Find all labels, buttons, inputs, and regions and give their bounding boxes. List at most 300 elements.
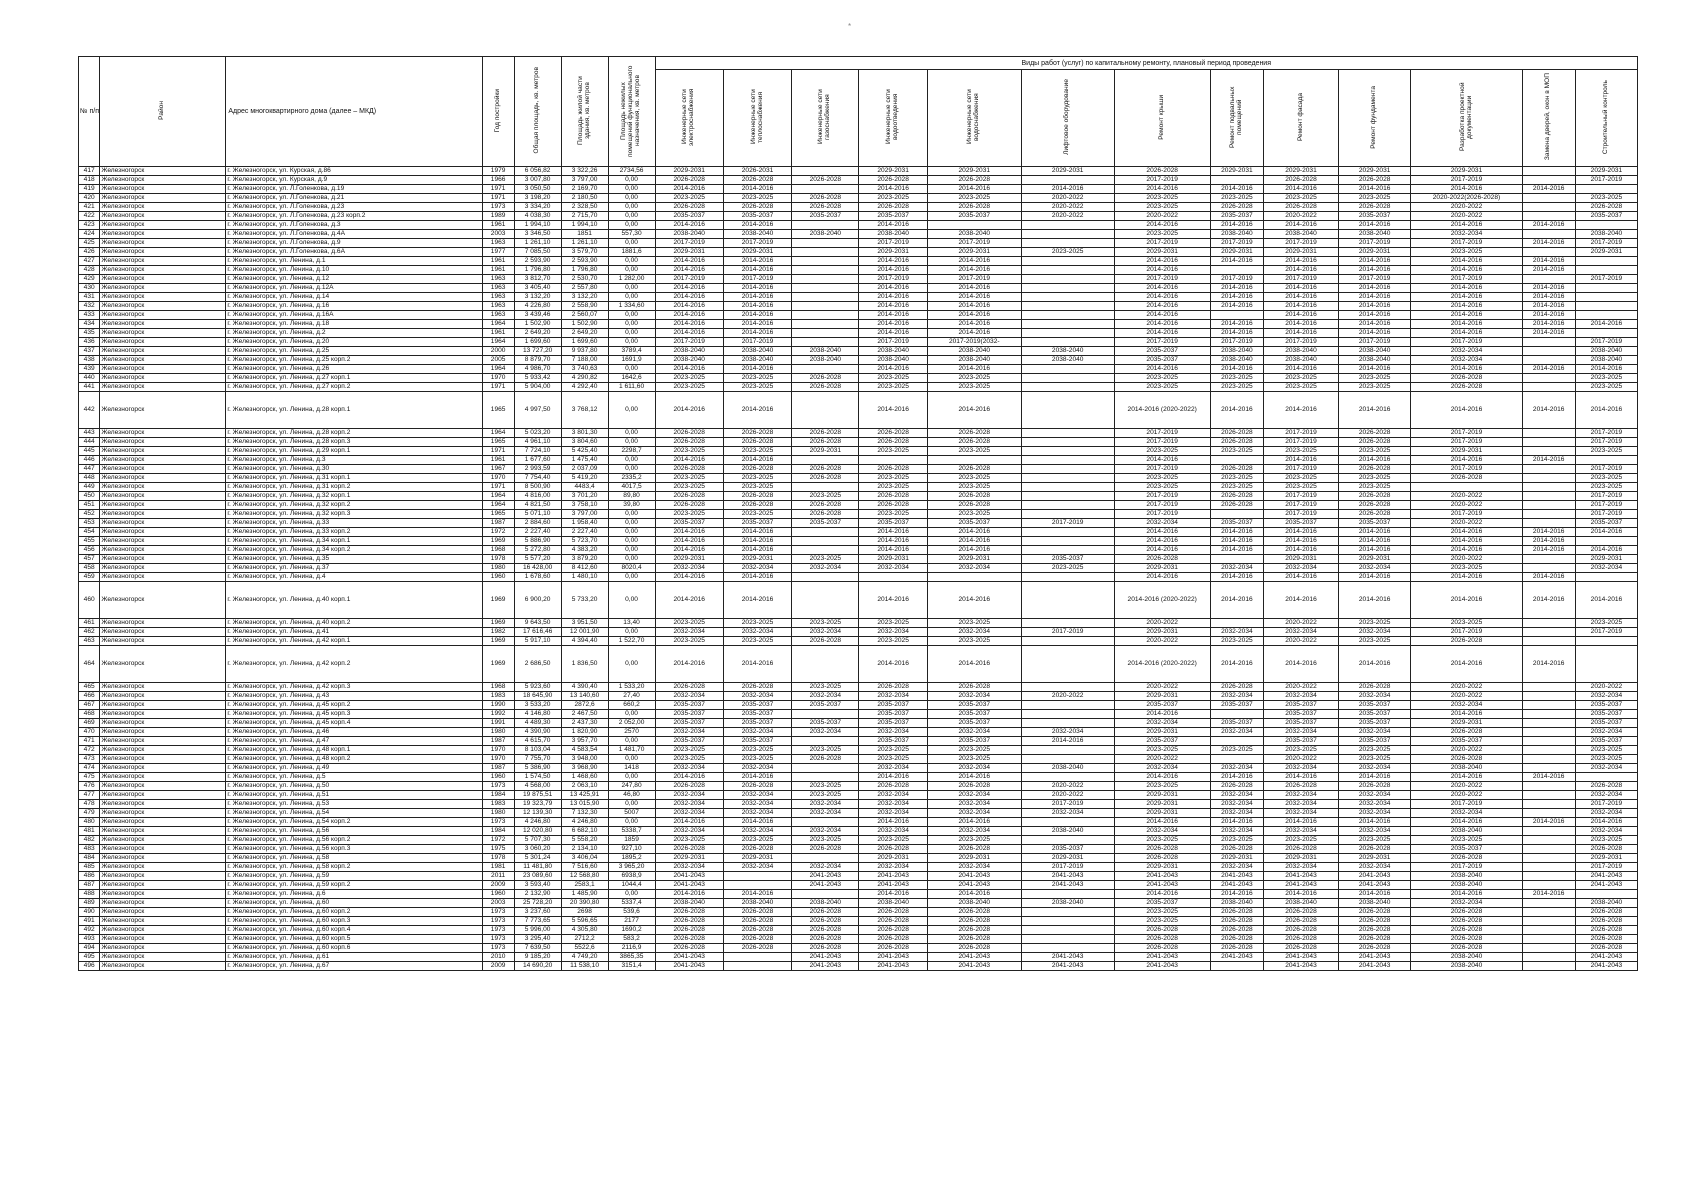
- cell-area-nonliving: 2298,7: [608, 447, 655, 456]
- cell-area-nonliving: 927,10: [608, 845, 655, 854]
- cell-work-period: [1021, 510, 1114, 519]
- cell-work-period: 2023-2025: [927, 637, 1021, 646]
- cell-work-period: 2035-2037: [1210, 719, 1263, 728]
- cell-work-period: 2014-2016: [1575, 392, 1637, 429]
- cell-year: 1971: [482, 194, 514, 203]
- cell-year: 1960: [482, 890, 514, 899]
- cell-area-nonliving: 46,80: [608, 791, 655, 800]
- table-row: [79, 438, 1638, 447]
- cell-work-period: [1522, 728, 1575, 737]
- cell-work-period: 2014-2016: [1114, 329, 1210, 338]
- cell-area-total: 3 198,20: [514, 194, 561, 203]
- cell-work-period: [1021, 456, 1114, 465]
- cell-num: 478: [79, 800, 100, 809]
- cell-work-period: 2014-2016: [1210, 573, 1263, 582]
- cell-work-period: [1522, 275, 1575, 284]
- cell-address: г. Железногорск, ул. Ленина, д.60 корп.3: [226, 917, 482, 926]
- cell-area-living: 2 557,80: [561, 284, 608, 293]
- cell-address: г. Железногорск, ул. Ленина, д.10: [226, 266, 482, 275]
- cell-area-total: 25 728,20: [514, 899, 561, 908]
- cell-area-living: 2 530,70: [561, 275, 608, 284]
- cell-year: 1978: [482, 555, 514, 564]
- cell-work-period: 2023-2025: [859, 483, 927, 492]
- cell-work-period: 2017-2019: [1114, 176, 1210, 185]
- cell-work-period: 2026-2028: [927, 683, 1021, 692]
- cell-work-period: 2014-2016: [1264, 818, 1339, 827]
- cell-address: г. Железногорск, ул. Л.Голенкова, д.4А: [226, 230, 482, 239]
- cell-work-period: 2017-2019: [1021, 519, 1114, 528]
- cell-work-period: 2017-2019: [859, 239, 927, 248]
- table-row: [79, 194, 1638, 203]
- cell-work-period: 2029-2031: [1575, 555, 1637, 564]
- cell-work-period: 2032-2034: [1114, 519, 1210, 528]
- cell-work-period: 2017-2019: [1114, 438, 1210, 447]
- table-row: [79, 637, 1638, 646]
- cell-work-period: 2029-2031: [792, 447, 859, 456]
- cell-rayon: Железногорск: [100, 845, 226, 854]
- cell-area-living: 1 994,10: [561, 221, 608, 230]
- cell-area-living: 2872,6: [561, 701, 608, 710]
- cell-address: г. Железногорск, ул. Ленина, д.20: [226, 338, 482, 347]
- cell-work-period: 2026-2028: [927, 429, 1021, 438]
- cell-work-period: 2023-2025: [859, 637, 927, 646]
- cell-work-period: 2035-2037: [1021, 845, 1114, 854]
- cell-work-period: 2032-2034: [1210, 863, 1263, 872]
- cell-num: 420: [79, 194, 100, 203]
- cell-work-period: [1522, 719, 1575, 728]
- cell-area-living: 4 290,82: [561, 374, 608, 383]
- cell-area-nonliving: 0,00: [608, 221, 655, 230]
- cell-area-nonliving: 660,2: [608, 701, 655, 710]
- cell-area-total: 3 334,20: [514, 203, 561, 212]
- cell-work-period: 2038-2040: [859, 230, 927, 239]
- cell-work-period: 2014-2016: [655, 582, 723, 619]
- cell-address: г. Железногорск, ул. Ленина, д.28 корп.3: [226, 438, 482, 447]
- cell-work-period: 2029-2031: [1114, 791, 1210, 800]
- cell-rayon: Железногорск: [100, 564, 226, 573]
- table-row: [79, 746, 1638, 755]
- cell-work-period: 2026-2028: [723, 203, 791, 212]
- cell-area-nonliving: 1 522,70: [608, 637, 655, 646]
- cell-work-period: 2014-2016: [1338, 302, 1411, 311]
- cell-year: 1973: [482, 908, 514, 917]
- cell-area-living: 4483,4: [561, 483, 608, 492]
- cell-work-period: 2032-2034: [1264, 564, 1339, 573]
- cell-work-period: 2026-2028: [859, 782, 927, 791]
- cell-address: г. Железногорск, ул. Ленина, д.46: [226, 728, 482, 737]
- cell-area-nonliving: 0,00: [608, 755, 655, 764]
- table-row: [79, 737, 1638, 746]
- cell-rayon: Железногорск: [100, 953, 226, 962]
- cell-work-period: [1522, 356, 1575, 365]
- cell-address: г. Железногорск, ул. Ленина, д.56 корп.2: [226, 836, 482, 845]
- cell-work-period: 2026-2028: [927, 501, 1021, 510]
- cell-num: 419: [79, 185, 100, 194]
- cell-year: 1973: [482, 203, 514, 212]
- cell-work-period: 2014-2016: [859, 582, 927, 619]
- cell-num: 449: [79, 483, 100, 492]
- cell-num: 456: [79, 546, 100, 555]
- cell-work-period: [1021, 392, 1114, 429]
- cell-num: 436: [79, 338, 100, 347]
- cell-work-period: [1522, 755, 1575, 764]
- cell-work-period: 2026-2028: [1264, 782, 1339, 791]
- cell-work-period: 2032-2034: [1411, 356, 1522, 365]
- cell-area-nonliving: 39,80: [608, 501, 655, 510]
- cell-work-period: 2014-2016: [655, 528, 723, 537]
- cell-work-period: 2023-2025: [927, 510, 1021, 519]
- cell-work-period: [1575, 185, 1637, 194]
- cell-work-period: [1522, 962, 1575, 971]
- cell-work-period: 2014-2016: [1210, 185, 1263, 194]
- cell-work-period: 2026-2028: [792, 438, 859, 447]
- cell-area-total: 2 993,59: [514, 465, 561, 474]
- cell-area-nonliving: 0,00: [608, 438, 655, 447]
- cell-work-period: 2026-2028: [792, 944, 859, 953]
- cell-work-period: [1522, 782, 1575, 791]
- cell-address: г. Железногорск, ул. Курская, д.9: [226, 176, 482, 185]
- table-row: [79, 167, 1638, 176]
- cell-num: 435: [79, 329, 100, 338]
- cell-num: 490: [79, 908, 100, 917]
- cell-area-total: 8 500,90: [514, 483, 561, 492]
- cell-rayon: Железногорск: [100, 383, 226, 392]
- cell-work-period: 2035-2037: [859, 737, 927, 746]
- cell-work-period: 2029-2031: [1411, 447, 1522, 456]
- cell-work-period: 2014-2016: [655, 257, 723, 266]
- cell-work-period: 2023-2025: [1114, 782, 1210, 791]
- cell-work-period: 2026-2028: [927, 926, 1021, 935]
- cell-num: 473: [79, 755, 100, 764]
- cell-work-period: 2023-2025: [1338, 194, 1411, 203]
- cell-work-period: 2038-2040: [1210, 230, 1263, 239]
- cell-year: 2010: [482, 953, 514, 962]
- cell-rayon: Железногорск: [100, 573, 226, 582]
- cell-work-period: 2026-2028: [792, 917, 859, 926]
- cell-work-period: 2014-2016: [859, 646, 927, 683]
- cell-work-period: 2020-2022: [1411, 555, 1522, 564]
- cell-area-nonliving: 3 965,20: [608, 863, 655, 872]
- cell-work-period: 2029-2031: [1338, 555, 1411, 564]
- cell-work-period: 2032-2034: [927, 628, 1021, 637]
- cell-year: 1964: [482, 338, 514, 347]
- cell-address: г. Железногорск, ул. Л.Голенкова, д.19: [226, 185, 482, 194]
- table-row: [79, 392, 1638, 429]
- cell-area-nonliving: 5007: [608, 809, 655, 818]
- cell-address: г. Железногорск, ул. Л.Голенкова, д.23: [226, 203, 482, 212]
- cell-work-period: 2026-2028: [655, 782, 723, 791]
- cell-work-period: [1021, 447, 1114, 456]
- cell-area-nonliving: 0,00: [608, 737, 655, 746]
- cell-work-period: 2038-2040: [927, 230, 1021, 239]
- cell-work-period: 2038-2040: [655, 347, 723, 356]
- cell-work-period: 2014-2016: [1264, 311, 1339, 320]
- cell-work-period: 2029-2031: [723, 555, 791, 564]
- cell-work-period: 2035-2037: [1210, 212, 1263, 221]
- cell-work-period: 2041-2043: [1114, 872, 1210, 881]
- cell-work-period: 2032-2034: [927, 809, 1021, 818]
- cell-work-period: 2014-2016: [723, 818, 791, 827]
- cell-year: 1973: [482, 944, 514, 953]
- cell-year: 1970: [482, 374, 514, 383]
- table-header: [79, 57, 1638, 167]
- cell-work-period: 2023-2025: [1575, 836, 1637, 845]
- cell-work-period: 2023-2025: [1114, 483, 1210, 492]
- cell-work-period: [792, 818, 859, 827]
- cell-work-period: 2032-2034: [1338, 728, 1411, 737]
- cell-work-period: 2014-2016: [1264, 392, 1339, 429]
- cell-area-living: 7 516,60: [561, 863, 608, 872]
- cell-address: г. Железногорск, ул. Ленина, д.45 корп.3: [226, 710, 482, 719]
- table-row: [79, 257, 1638, 266]
- cell-work-period: [1522, 935, 1575, 944]
- cell-address: г. Железногорск, ул. Ленина, д.42 корп.2: [226, 646, 482, 683]
- cell-work-period: 2032-2034: [655, 809, 723, 818]
- cell-area-nonliving: 557,30: [608, 230, 655, 239]
- cell-work-period: [1210, 311, 1263, 320]
- cell-work-period: 2020-2022: [1021, 782, 1114, 791]
- cell-work-period: 2026-2028: [655, 492, 723, 501]
- cell-work-period: 2014-2016: [1264, 573, 1339, 582]
- cell-area-living: 3 801,30: [561, 429, 608, 438]
- cell-work-period: 2023-2025: [723, 755, 791, 764]
- cell-work-period: 2023-2025: [1338, 374, 1411, 383]
- table-row: [79, 383, 1638, 392]
- cell-work-period: 2023-2025: [859, 194, 927, 203]
- cell-work-period: [792, 338, 859, 347]
- cell-area-nonliving: 1881,6: [608, 248, 655, 257]
- cell-work-period: 2017-2019: [1114, 338, 1210, 347]
- cell-work-period: 2041-2043: [859, 953, 927, 962]
- cell-work-period: 2014-2016: [859, 528, 927, 537]
- cell-rayon: Железногорск: [100, 429, 226, 438]
- cell-work-period: 2035-2037: [927, 710, 1021, 719]
- cell-work-period: [723, 962, 791, 971]
- cell-work-period: 2041-2043: [655, 962, 723, 971]
- cell-work-period: 2032-2034: [723, 800, 791, 809]
- cell-work-period: 2017-2019: [1264, 501, 1339, 510]
- cell-work-period: 2041-2043: [655, 881, 723, 890]
- cell-area-living: 3 797,00: [561, 176, 608, 185]
- cell-work-period: [927, 221, 1021, 230]
- cell-address: г. Железногорск, ул. Ленина, д.32 корп.2: [226, 501, 482, 510]
- cell-area-living: 2 328,50: [561, 203, 608, 212]
- cell-work-period: 2032-2034: [1338, 800, 1411, 809]
- cell-work-period: 2014-2016: [927, 365, 1021, 374]
- cell-work-period: 2017-2019: [1575, 863, 1637, 872]
- cell-work-period: 2017-2019: [1114, 510, 1210, 519]
- table-row: [79, 320, 1638, 329]
- table-row: [79, 293, 1638, 302]
- table-row: [79, 872, 1638, 881]
- cell-address: г. Железногорск, ул. Ленина, д.12А: [226, 284, 482, 293]
- cell-work-period: 2017-2019: [1114, 239, 1210, 248]
- cell-area-living: 2 715,70: [561, 212, 608, 221]
- cell-work-period: 2014-2016: [859, 392, 927, 429]
- cell-work-period: 2014-2016: [1411, 528, 1522, 537]
- cell-work-period: 2035-2037: [1114, 356, 1210, 365]
- cell-work-period: 2026-2028: [723, 845, 791, 854]
- table-row: [79, 356, 1638, 365]
- table-row: [79, 899, 1638, 908]
- cell-year: 2000: [482, 347, 514, 356]
- cell-work-period: 2026-2028: [1264, 926, 1339, 935]
- cell-work-period: 2038-2040: [792, 230, 859, 239]
- cell-work-period: 2014-2016: [927, 302, 1021, 311]
- cell-work-period: 2035-2037: [1264, 737, 1339, 746]
- cell-work-period: 2029-2031: [1411, 167, 1522, 176]
- cell-work-period: 2023-2025: [1114, 383, 1210, 392]
- cell-num: 438: [79, 356, 100, 365]
- cell-work-period: 2014-2016: [927, 546, 1021, 555]
- cell-work-period: 2020-2022: [1264, 755, 1339, 764]
- cell-year: 1981: [482, 863, 514, 872]
- cell-address: г. Железногорск, ул. Курская, д.86: [226, 167, 482, 176]
- cell-work-period: 2026-2028: [927, 438, 1021, 447]
- cell-work-period: 2026-2028: [859, 935, 927, 944]
- cell-work-period: [1021, 773, 1114, 782]
- cell-work-period: 2026-2028: [792, 465, 859, 474]
- cell-area-living: 8 412,60: [561, 564, 608, 573]
- cell-year: 1965: [482, 392, 514, 429]
- cell-work-period: 2026-2028: [859, 845, 927, 854]
- cell-area-living: 5 558,20: [561, 836, 608, 845]
- cell-year: 1977: [482, 248, 514, 257]
- cell-num: 488: [79, 890, 100, 899]
- cell-work-period: 2014-2016: [1210, 546, 1263, 555]
- table-row: [79, 926, 1638, 935]
- cell-work-period: 2026-2028: [859, 926, 927, 935]
- cell-work-period: 2038-2040: [723, 347, 791, 356]
- cell-work-period: 2020-2022: [1264, 619, 1339, 628]
- cell-work-period: 2014-2016: [1522, 293, 1575, 302]
- cell-work-period: 2032-2034: [859, 827, 927, 836]
- cell-work-period: 2014-2016: [655, 302, 723, 311]
- cell-work-period: 2017-2019: [1411, 628, 1522, 637]
- cell-work-period: 2035-2037: [859, 212, 927, 221]
- cell-area-nonliving: 1 334,60: [608, 302, 655, 311]
- cell-work-period: 2035-2037: [792, 519, 859, 528]
- cell-work-period: 2029-2031: [1114, 863, 1210, 872]
- table-row: [79, 719, 1638, 728]
- cell-area-nonliving: 8020,4: [608, 564, 655, 573]
- cell-work-period: [1021, 537, 1114, 546]
- cell-work-period: [1522, 692, 1575, 701]
- cell-num: 475: [79, 773, 100, 782]
- cell-work-period: 2020-2022: [1264, 683, 1339, 692]
- cell-work-period: 2035-2037: [1264, 719, 1339, 728]
- cell-year: 1969: [482, 619, 514, 628]
- cell-work-period: 2020-2022: [1411, 791, 1522, 800]
- cell-work-period: 2026-2028: [1338, 683, 1411, 692]
- cell-work-period: 2026-2028: [1338, 845, 1411, 854]
- cell-work-period: 2014-2016: [1411, 573, 1522, 582]
- cell-work-period: 2026-2028: [927, 176, 1021, 185]
- cell-num: 433: [79, 311, 100, 320]
- cell-num: 469: [79, 719, 100, 728]
- cell-area-living: 3 579,70: [561, 248, 608, 257]
- cell-work-period: 2023-2025: [723, 619, 791, 628]
- cell-work-period: 2014-2016: [1210, 537, 1263, 546]
- cell-work-period: 2035-2037: [792, 719, 859, 728]
- cell-work-period: 2014-2016: [1338, 890, 1411, 899]
- cell-work-period: 2038-2040: [1021, 827, 1114, 836]
- cell-year: 1969: [482, 646, 514, 683]
- cell-work-period: 2035-2037: [1338, 212, 1411, 221]
- cell-work-period: 2032-2034: [1338, 827, 1411, 836]
- cell-address: г. Железногорск, ул. Ленина, д.59: [226, 872, 482, 881]
- cell-num: 457: [79, 555, 100, 564]
- cell-address: г. Железногорск, ул. Ленина, д.53: [226, 800, 482, 809]
- table-row: [79, 782, 1638, 791]
- cell-work-period: 2023-2025: [1114, 474, 1210, 483]
- cell-work-period: 2035-2037: [1575, 701, 1637, 710]
- cell-work-period: [927, 456, 1021, 465]
- cell-work-period: 2014-2016: [1411, 546, 1522, 555]
- cell-work-period: [1021, 755, 1114, 764]
- cell-work-period: 2017-2019: [1264, 239, 1339, 248]
- cell-work-period: 2032-2034: [1210, 800, 1263, 809]
- cell-work-period: [1575, 302, 1637, 311]
- cell-address: г. Железногорск, ул. Ленина, д.29 корп.1: [226, 447, 482, 456]
- cell-work-period: [1575, 329, 1637, 338]
- cell-work-period: 2026-2028: [655, 465, 723, 474]
- cell-work-period: 2038-2040: [1021, 347, 1114, 356]
- cell-work-period: [792, 456, 859, 465]
- table-row: [79, 537, 1638, 546]
- table-row: [79, 573, 1638, 582]
- cell-rayon: Железногорск: [100, 347, 226, 356]
- cell-work-period: [792, 573, 859, 582]
- cell-work-period: 2026-2028: [723, 944, 791, 953]
- cell-address: г. Железногорск, ул. Л.Голенкова, д.9: [226, 239, 482, 248]
- cell-num: 431: [79, 293, 100, 302]
- cell-work-period: 2014-2016: [1338, 185, 1411, 194]
- table-row: [79, 800, 1638, 809]
- cell-work-period: 2014-2016: [927, 320, 1021, 329]
- cell-area-total: 2 884,60: [514, 519, 561, 528]
- cell-work-period: [1021, 284, 1114, 293]
- cell-address: г. Железногорск, ул. Ленина, д.34 корп.1: [226, 537, 482, 546]
- table-row: [79, 492, 1638, 501]
- cell-work-period: 2035-2037: [1575, 737, 1637, 746]
- cell-address: г. Железногорск, ул. Ленина, д.60: [226, 899, 482, 908]
- cell-year: 1987: [482, 519, 514, 528]
- cell-work-period: 2029-2031: [1264, 854, 1339, 863]
- cell-rayon: Железногорск: [100, 365, 226, 374]
- cell-work-period: 2014-2016 (2020-2022): [1114, 582, 1210, 619]
- cell-work-period: [1522, 800, 1575, 809]
- cell-work-period: 2014-2016: [655, 537, 723, 546]
- cell-work-period: 2026-2028: [1210, 501, 1263, 510]
- cell-area-living: 1 261,10: [561, 239, 608, 248]
- cell-work-period: 2017-2019: [1411, 275, 1522, 284]
- cell-work-period: 2014-2016: [859, 284, 927, 293]
- cell-work-period: 2035-2037: [1575, 710, 1637, 719]
- cell-year: 1973: [482, 917, 514, 926]
- cell-work-period: 2038-2040: [1021, 764, 1114, 773]
- cell-area-total: 2 593,90: [514, 257, 561, 266]
- cell-rayon: Железногорск: [100, 230, 226, 239]
- cell-work-period: 2029-2031: [1021, 854, 1114, 863]
- cell-work-period: 2023-2025: [1338, 746, 1411, 755]
- cell-num: 453: [79, 519, 100, 528]
- cell-work-period: 2014-2016: [1114, 221, 1210, 230]
- cell-work-period: [792, 710, 859, 719]
- cell-work-period: 2041-2043: [859, 881, 927, 890]
- cell-work-period: 2014-2016: [1338, 311, 1411, 320]
- cell-work-period: 2041-2043: [859, 872, 927, 881]
